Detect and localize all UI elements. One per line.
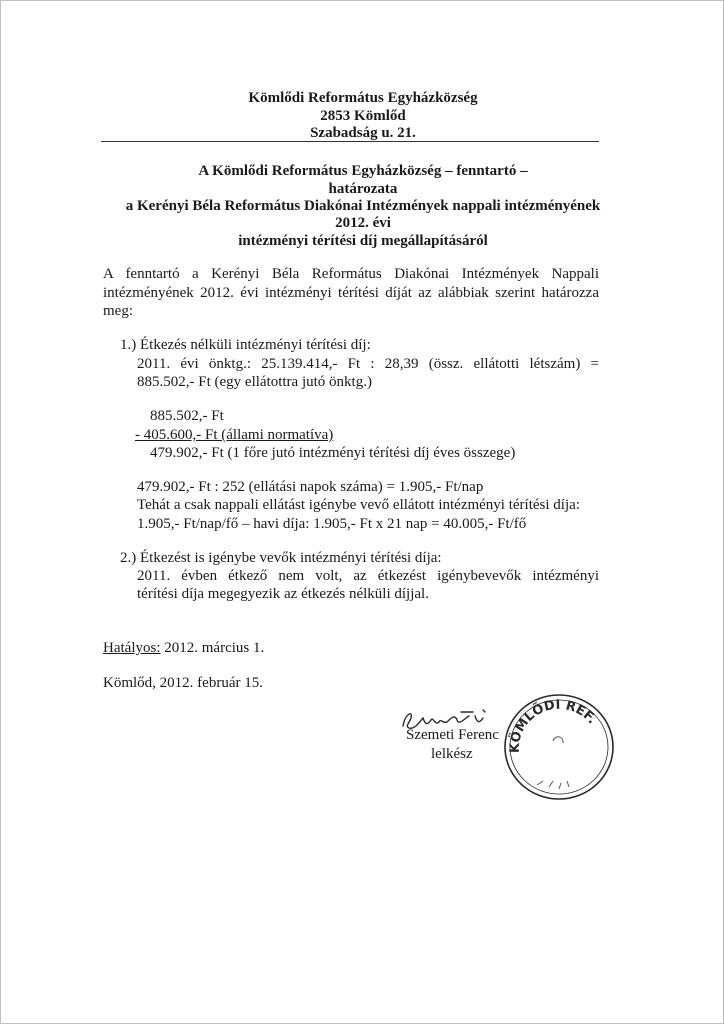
round-seal-stamp	[497, 689, 617, 801]
subtraction-result: 479.902,- Ft (1 főre jutó intézményi térítési díj éves összege)	[150, 445, 516, 461]
effective-date	[103, 640, 264, 657]
org-postcode-city: 2853 Kömlőd	[320, 108, 406, 124]
svg-text:KÖMLŐDI REF.: KÖMLŐDI REF.	[507, 697, 600, 754]
section-1-heading: 1.) Étkezés nélküli intézményi térítési díj:	[120, 337, 371, 353]
intro-line-1: A fenntartó a Kerényi Béla Református Diakónai Intézmények Nappali	[103, 266, 599, 282]
fee-line-1: Tehát a csak nappali ellátást igénybe vevő ellátott intézményi térítési díja:	[137, 497, 580, 513]
title-line-3: a Kerényi Béla Református Diakónai Intézmények nappali intézményének	[125, 198, 601, 214]
fee-line-2: 1.905,- Ft/nap/fő – havi díja: 1.905,- Ft x 21 nap = 40.005,- Ft/fő	[137, 516, 527, 532]
title-line-2: határozata	[328, 181, 398, 197]
daily-fee-calc: 479.902,- Ft : 252 (ellátási napok száma) = 1.905,- Ft/nap	[137, 479, 484, 495]
title-line-4: 2012. évi	[335, 215, 391, 231]
subtraction-line-2: - 405.600,- Ft (állami normatíva)	[135, 427, 334, 443]
effective-value: 2012. március 1.	[160, 640, 265, 656]
title-line-1: A Kömlődi Református Egyházközség – fenntartó –	[198, 163, 528, 179]
place-date: Kömlőd, 2012. február 15.	[103, 675, 263, 691]
header-divider	[101, 141, 599, 142]
subtraction-line-1: 885.502,- Ft	[150, 408, 224, 424]
intro-line-3: meg:	[103, 303, 133, 319]
org-name: Kömlődi Református Egyházközség	[248, 90, 478, 106]
section-1-calc-line-2: 885.502,- Ft (egy ellátottra jutó önktg.)	[137, 374, 372, 390]
title-line-5: intézményi térítési díj megállapításáról	[238, 233, 488, 249]
intro-line-2: intézményének 2012. évi intézményi térítési díját az alábbiak szerint határozza	[103, 285, 599, 301]
section-2-line-2: térítési díja megegyezik az étkezés nélküli díjjal.	[137, 586, 429, 602]
section-1-calc-line-1: 2011. évi önktg.: 25.139.414,- Ft : 28,39 (össz. ellátotti létszám) =	[137, 356, 599, 372]
effective-label: Hatályos:	[103, 640, 161, 656]
signatory-role: lelkész	[431, 746, 473, 762]
org-street: Szabadság u. 21.	[310, 125, 416, 141]
section-2-line-1: 2011. évben étkező nem volt, az étkezést igénybevevők intézményi	[137, 568, 599, 584]
signatory-name: Szemeti Ferenc	[406, 727, 499, 743]
section-2-heading: 2.) Étkezést is igénybe vevők intézményi térítési díja:	[120, 550, 442, 566]
